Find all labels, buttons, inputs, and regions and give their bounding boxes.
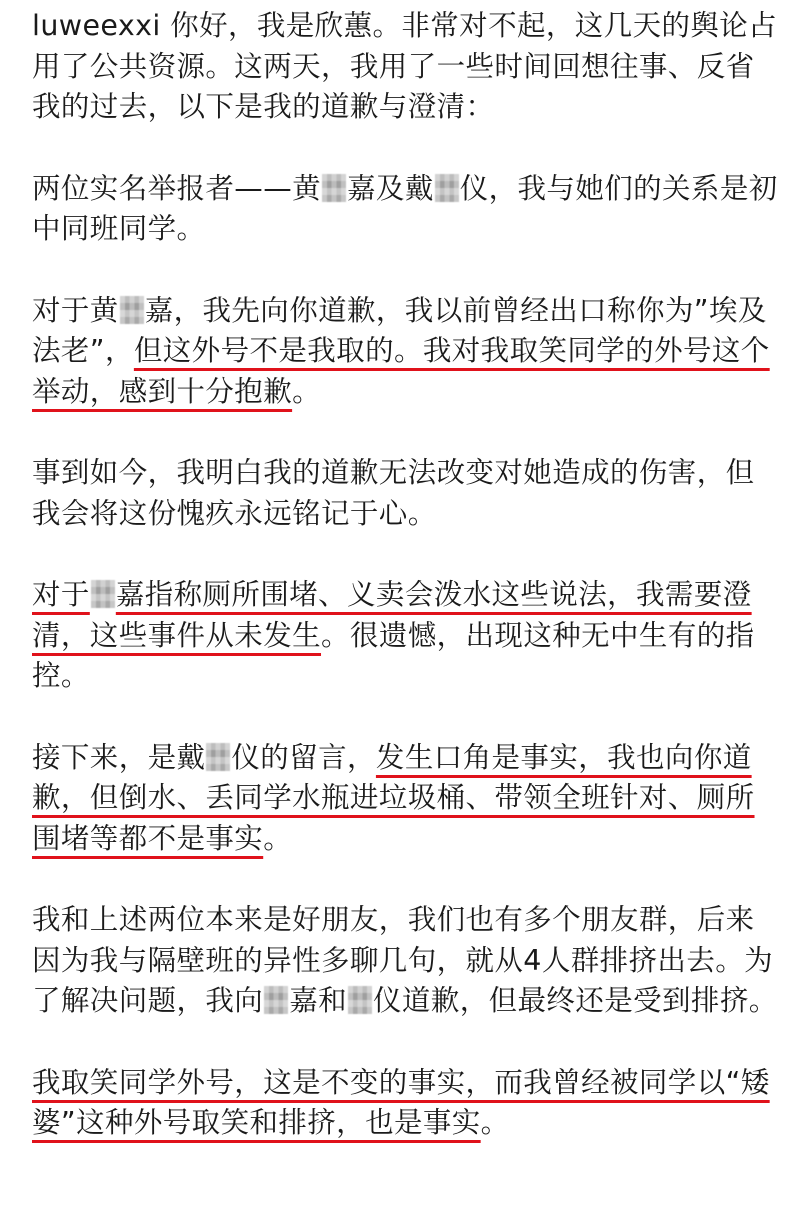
underlined-text: 对于 <box>32 578 90 611</box>
text-segment: 。 <box>292 374 322 408</box>
redacted-name-block <box>91 580 115 608</box>
text-segment: 嘉，我先向你道歉，我以前曾经出口称你为”埃及法老”， <box>32 293 767 367</box>
text-segment: 嘉和 <box>289 984 348 1017</box>
text-segment: 接下来，是戴 <box>32 740 206 774</box>
text-segment: 事到如今，我明白我的道歉无法改变对她造成的伤害，但我会将这份愧疚永远铭记于心。 <box>32 456 755 530</box>
paragraph-6 <box>32 738 782 860</box>
redacted-name-block <box>120 296 144 324</box>
statement-document <box>32 6 782 1144</box>
text-segment: luweexxi 你好，我是欣蕙。非常对不起，这几天的舆论占用了公共资源。这两天，我用了一些时间回想往事、反省我的过去，以下是我的道歉与澄清： <box>32 9 778 123</box>
text-segment: 对于黄 <box>32 293 119 327</box>
underlined-text: 嘉指称厕所围堵、义卖会泼水这些说法，我需要澄清，这些事件从未发生 <box>32 578 752 652</box>
redacted-name-block <box>322 174 346 202</box>
redacted-name-block <box>348 986 372 1014</box>
redacted-name-block <box>435 174 459 202</box>
paragraph-2 <box>32 169 782 250</box>
paragraph-5 <box>32 575 782 697</box>
text-segment: 嘉及戴 <box>347 171 434 205</box>
text-segment: 仪道歉，但最终还是受到排挤。 <box>373 984 778 1017</box>
text-segment: 。 <box>480 1106 510 1139</box>
text-segment: 两位实名举报者——黄 <box>32 171 322 205</box>
text-segment: 仪的留言， <box>231 740 376 774</box>
underlined-text: 我取笑同学外号，这是不变的事实，而我曾经被同学以“矮婆”这种外号取笑和排挤，也是事实 <box>32 1065 770 1139</box>
underlined-text: 但这外号不是我取的。我对我取笑同学的外号这个举动，感到十分抱歉 <box>32 334 770 408</box>
text-segment: 。很遗憾，出现这种无中生有的指控。 <box>32 618 755 692</box>
text-segment: 。 <box>263 821 293 855</box>
text-segment: 仪，我与她们的关系是初中同班同学。 <box>32 171 778 245</box>
redacted-name-block <box>264 986 288 1014</box>
text-segment: 我和上述两位本来是好朋友，我们也有多个朋友群，后来因为我与隔壁班的异性多聊几句，就从4人群排挤出去。为了解决问题，我向 <box>32 903 774 1017</box>
paragraph-1 <box>32 6 782 128</box>
paragraph-4 <box>32 453 782 534</box>
paragraph-3 <box>32 291 782 413</box>
underlined-text: 发生口角是事实，我也向你道歉，但倒水、丢同学水瓶进垃圾桶、带领全班针对、厕所围堵等都不是事实 <box>32 740 755 855</box>
redacted-name-block <box>206 743 230 771</box>
paragraph-7 <box>32 900 782 1022</box>
paragraph-8 <box>32 1063 782 1144</box>
